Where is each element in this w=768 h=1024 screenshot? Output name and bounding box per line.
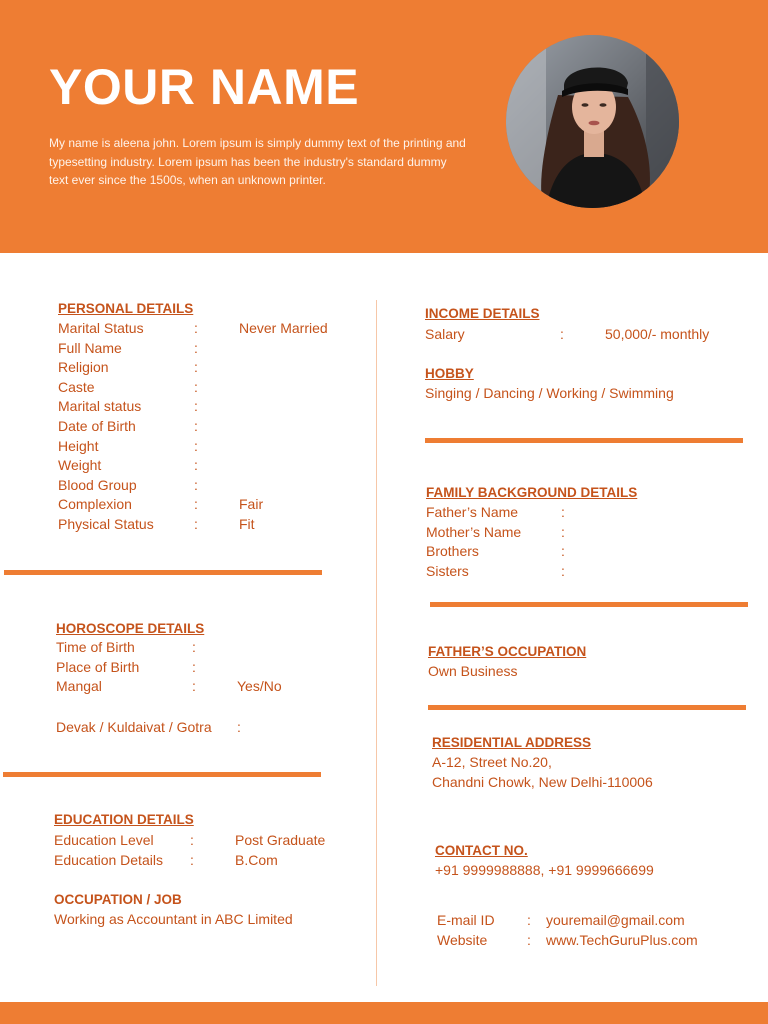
email-label: E-mail ID — [437, 912, 495, 928]
income-value: 50,000/- monthly — [605, 326, 710, 342]
personal-colon: : — [194, 516, 198, 532]
personal-colon: : — [194, 359, 198, 376]
personal-label: Complexion — [58, 496, 132, 513]
fathers-occupation-text: Own Business — [428, 663, 518, 679]
personal-label: Full Name — [58, 339, 122, 356]
horoscope-colon: : — [192, 678, 196, 695]
profile-photo — [506, 35, 679, 208]
education-colon: : — [190, 851, 194, 868]
personal-label: Marital status — [58, 398, 142, 415]
personal-label: Blood Group — [58, 476, 137, 493]
intro-paragraph: My name is aleena john. Lorem ipsum is simply dummy text of the printing and typesetting industry. Lorem ipsum has been the industry's standard dummy text ever since the 1500s, when an unknown printer. — [49, 136, 466, 187]
hobby-heading: HOBBY — [425, 366, 474, 381]
occupation-heading: OCCUPATION / JOB — [54, 892, 182, 907]
family-colon: : — [561, 543, 565, 560]
personal-label: Weight — [58, 457, 102, 474]
personal-colon: : — [194, 496, 198, 513]
education-value: Post Graduate — [235, 832, 326, 848]
footer-bar — [0, 1002, 768, 1024]
income-details-heading: INCOME DETAILS — [425, 306, 540, 321]
occupation-text: Working as Accountant in ABC Limited — [54, 911, 293, 927]
website-link[interactable]: www.TechGuruPlus.com — [546, 931, 698, 948]
divider-horoscope — [3, 772, 321, 777]
divider-personal — [4, 570, 322, 575]
personal-label: Physical Status — [58, 516, 154, 532]
candidate-name: YOUR NAME — [49, 59, 360, 115]
divider-family — [430, 602, 748, 607]
education-colon: : — [190, 832, 194, 848]
gotra-colon: : — [237, 719, 241, 735]
personal-colon: : — [194, 398, 198, 415]
family-label: Brothers — [426, 543, 479, 560]
horoscope-colon: : — [192, 658, 196, 675]
personal-colon: : — [194, 457, 198, 474]
personal-value: Never Married — [239, 320, 328, 336]
email-colon: : — [527, 912, 531, 928]
education-label: Education Level — [54, 832, 154, 848]
hobby-text: Singing / Dancing / Working / Swimming — [425, 385, 674, 401]
personal-label: Marital Status — [58, 320, 144, 336]
gotra-label: Devak / Kuldaivat / Gotra — [56, 719, 212, 735]
personal-colon: : — [194, 476, 198, 493]
contact-numbers: +91 9999988888, +91 9999666699 — [435, 862, 654, 878]
personal-colon: : — [194, 320, 198, 336]
personal-label: Caste — [58, 378, 95, 395]
family-colon: : — [561, 504, 565, 520]
website-label: Website — [437, 931, 488, 948]
family-background-heading: FAMILY BACKGROUND DETAILS — [426, 485, 638, 500]
income-colon: : — [560, 326, 564, 342]
horoscope-details-heading: HOROSCOPE DETAILS — [56, 621, 205, 636]
email-link[interactable]: youremail@gmail.com — [546, 912, 685, 928]
horoscope-label: Place of Birth — [56, 658, 140, 675]
personal-value: Fair — [239, 496, 264, 513]
divider-father-occupation — [428, 705, 746, 710]
residential-address-heading: RESIDENTIAL ADDRESS — [432, 735, 592, 750]
personal-label: Date of Birth — [58, 418, 136, 434]
horoscope-label: Mangal — [56, 678, 102, 695]
horoscope-label: Time of Birth — [56, 639, 135, 655]
address-line-1: A-12, Street No.20, — [432, 754, 552, 770]
personal-colon: : — [194, 378, 198, 395]
personal-value: Fit — [239, 516, 255, 532]
education-label: Education Details — [54, 851, 163, 868]
fathers-occupation-heading: FATHER’S OCCUPATION — [428, 644, 587, 659]
website-colon: : — [527, 931, 531, 948]
personal-label: Religion — [58, 359, 109, 376]
horoscope-value: Yes/No — [237, 678, 282, 695]
family-colon: : — [561, 562, 565, 579]
education-details-heading: EDUCATION DETAILS — [54, 812, 194, 827]
contact-heading: CONTACT NO. — [435, 843, 528, 858]
personal-colon: : — [194, 437, 198, 454]
column-divider — [376, 300, 377, 986]
family-label: Sisters — [426, 562, 469, 579]
profile-photo-image — [506, 35, 679, 208]
income-label: Salary — [425, 326, 465, 342]
family-label: Mother’s Name — [426, 523, 522, 540]
personal-colon: : — [194, 418, 198, 434]
family-label: Father’s Name — [426, 504, 519, 520]
horoscope-colon: : — [192, 639, 196, 655]
family-colon: : — [561, 523, 565, 540]
personal-label: Height — [58, 437, 99, 454]
education-value: B.Com — [235, 851, 278, 868]
personal-details-heading: PERSONAL DETAILS — [58, 301, 194, 316]
address-line-2: Chandni Chowk, New Delhi-110006 — [432, 774, 653, 790]
personal-colon: : — [194, 339, 198, 356]
divider-hobby — [425, 438, 743, 443]
